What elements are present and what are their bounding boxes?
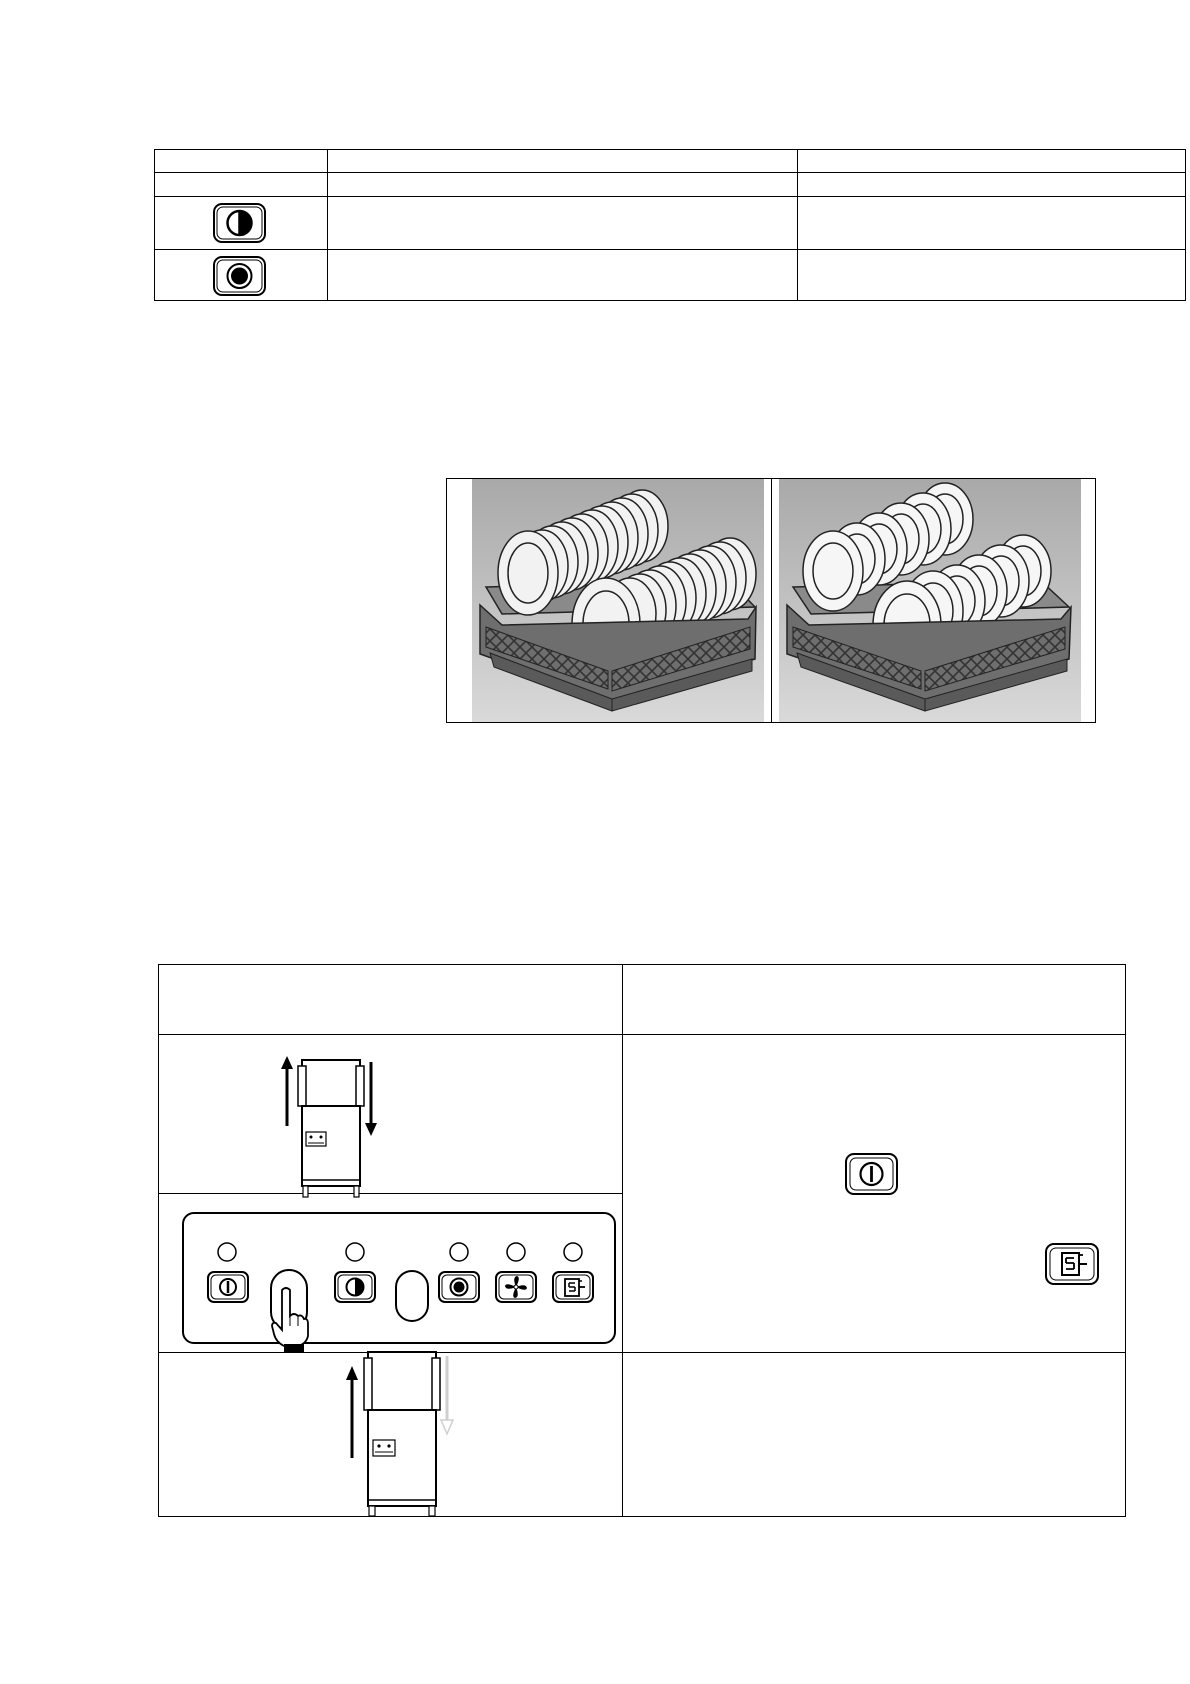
blank-button-icon[interactable] — [395, 1270, 429, 1322]
half-circle-button-icon — [213, 203, 266, 243]
plate-rack-sparse-icon — [779, 479, 1081, 722]
fan-button-icon[interactable] — [495, 1271, 537, 1303]
rack-figures — [446, 478, 1096, 723]
dishwasher-hood-up-icon — [344, 1352, 464, 1516]
power-button-icon[interactable] — [207, 1271, 249, 1303]
full-circle-button-icon[interactable] — [438, 1271, 480, 1303]
drain-pump-button-icon[interactable] — [552, 1271, 594, 1303]
power-button-icon — [845, 1153, 898, 1195]
control-panel — [182, 1212, 616, 1344]
pointing-finger-icon — [268, 1286, 312, 1354]
half-circle-button-icon[interactable] — [334, 1271, 376, 1303]
program-table — [0, 0, 1190, 320]
plate-rack-dense-icon — [472, 479, 764, 722]
drain-pump-button-icon — [1045, 1243, 1099, 1285]
full-circle-button-icon — [213, 256, 266, 296]
dishwasher-hood-up-down-icon — [274, 1056, 384, 1198]
